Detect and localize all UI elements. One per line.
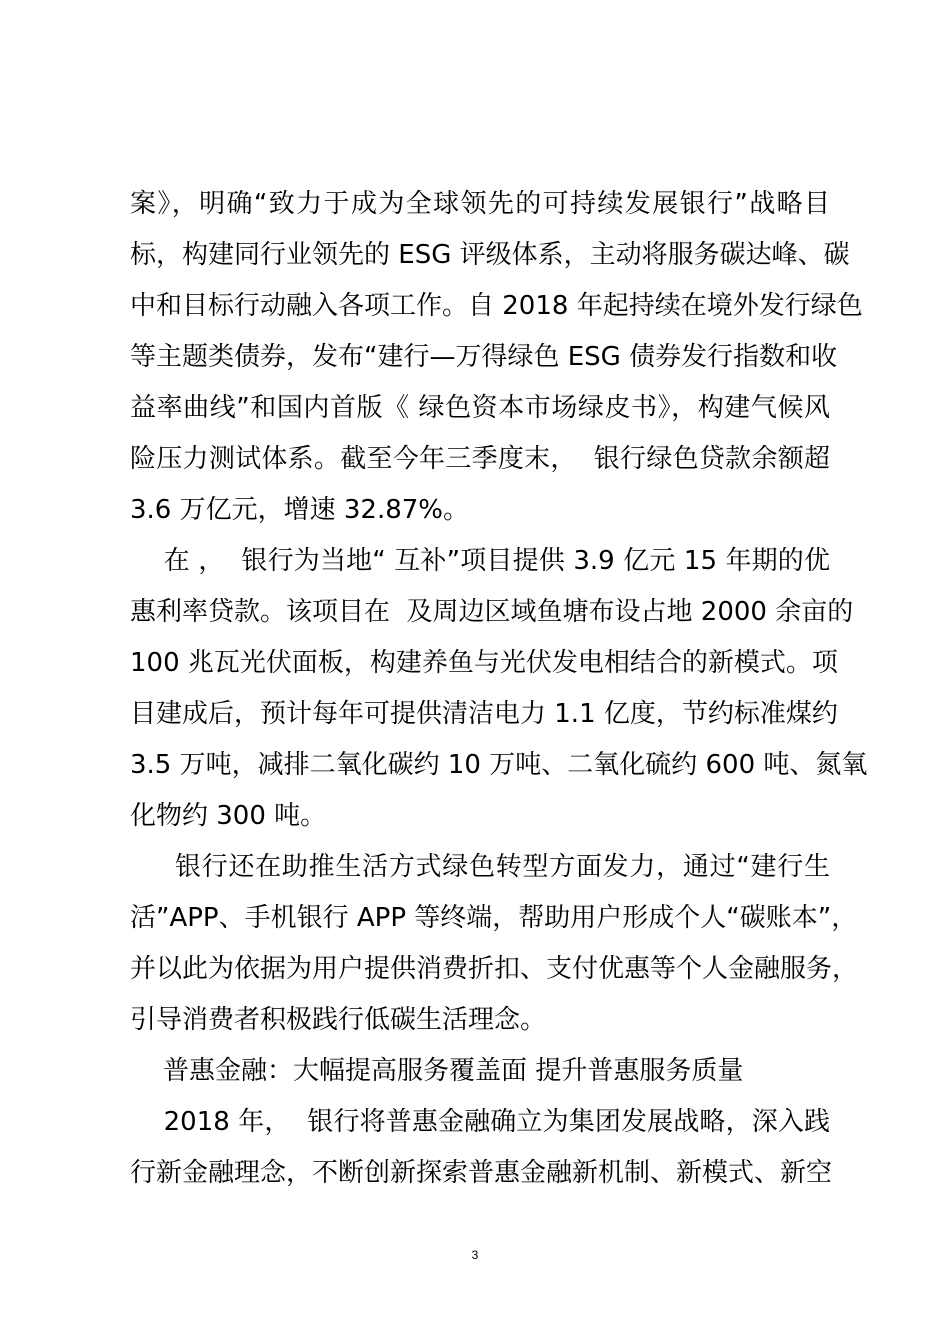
text-line: 2018 年， 银行将普惠金融确立为集团发展战略，深入践 <box>130 1107 830 1137</box>
text-line: 中和目标行动融入各项工作。自 2018 年起持续在境外发行绿色 <box>130 291 863 321</box>
text-line: 3.6 万亿元，增速 32.87%。 <box>130 495 470 525</box>
text-line: 银行还在助推生活方式绿色转型方面发力，通过“建行生 <box>130 852 830 882</box>
page-number: 3 <box>471 1248 479 1262</box>
text-line: 在 ， 银行为当地“ 互补”项目提供 3.9 亿元 15 年期的优 <box>130 546 830 576</box>
text-line: 引导消费者积极践行低碳生活理念。 <box>130 1005 547 1035</box>
text-line: 标，构建同行业领先的 ESG 评级体系，主动将服务碳达峰、碳 <box>130 240 850 270</box>
text-line: 化物约 300 吨。 <box>130 801 327 831</box>
text-line: 100 兆瓦光伏面板，构建养鱼与光伏发电相结合的新模式。项 <box>130 648 838 678</box>
text-line: 险压力测试体系。截至今年三季度末， 银行绿色贷款余额超 <box>130 444 830 474</box>
text-line: 行新金融理念，不断创新探索普惠金融新机制、新模式、新空 <box>130 1158 833 1188</box>
section-heading: 普惠金融：大幅提高服务覆盖面 提升普惠服务质量 <box>130 1056 744 1086</box>
text-line: 活”APP、手机银行 APP 等终端，帮助用户形成个人“碳账本”， <box>130 903 858 933</box>
text-line: 目建成后，预计每年可提供清洁电力 1.1 亿度，节约标准煤约 <box>130 699 838 729</box>
text-line: 3.5 万吨，减排二氧化碳约 10 万吨、二氧化硫约 600 吨、氮氧 <box>130 750 868 780</box>
text-line: 并以此为依据为用户提供消费折扣、支付优惠等个人金融服务， <box>130 954 859 984</box>
text-line: 惠利率贷款。该项目在 及周边区域鱼塘布设占地 2000 余亩的 <box>130 597 854 627</box>
text-line: 等主题类债券，发布“建行—万得绿色 ESG 债券发行指数和收 <box>130 342 838 372</box>
text-line: 益率曲线”和国内首版《 绿色资本市场绿皮书》，构建气候风 <box>130 393 830 423</box>
text-line: 案》，明确“致力于成为全球领先的可持续发展银行”战略目 <box>130 189 830 219</box>
